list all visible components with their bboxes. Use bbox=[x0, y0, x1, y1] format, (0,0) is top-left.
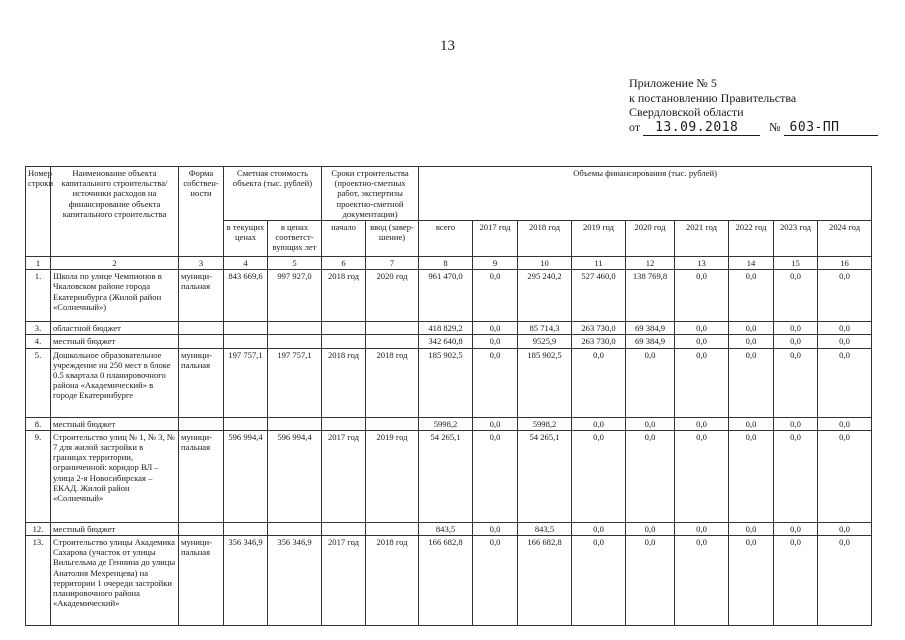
appendix-title: Приложение № 5 bbox=[629, 76, 717, 90]
object-name: местный бюджет bbox=[51, 335, 179, 348]
year-2022: 0,0 bbox=[729, 322, 774, 335]
table-row bbox=[26, 322, 872, 335]
end-year: 2020 год bbox=[366, 270, 419, 322]
header-funding: Объемы финансирования (тыс. рублей) bbox=[419, 167, 872, 221]
year-2021: 0,0 bbox=[675, 270, 729, 322]
year-2023: 0,0 bbox=[774, 322, 818, 335]
year-2022: 0,0 bbox=[729, 536, 774, 626]
cost-current bbox=[224, 335, 268, 348]
year-2021: 0,0 bbox=[675, 322, 729, 335]
column-number: 13 bbox=[675, 257, 729, 270]
object-name: местный бюджет bbox=[51, 417, 179, 430]
year-2023: 0,0 bbox=[774, 348, 818, 417]
cost-current bbox=[224, 322, 268, 335]
cost-relevant bbox=[268, 322, 322, 335]
year-2023: 0,0 bbox=[774, 522, 818, 535]
resolution-number: 603-ПП bbox=[784, 121, 878, 137]
appendix-subtitle: к постановлению Правительства bbox=[629, 90, 797, 105]
total: 961 470,0 bbox=[419, 270, 473, 322]
row-number: 12. bbox=[26, 522, 51, 535]
column-number: 2 bbox=[51, 257, 179, 270]
row-number: 13. bbox=[26, 536, 51, 626]
year-2019: 0,0 bbox=[572, 417, 626, 430]
year-2020: 0,0 bbox=[626, 430, 675, 522]
year-2018: 843,5 bbox=[518, 522, 572, 535]
header-year-2021: 2021 год bbox=[675, 221, 729, 257]
year-2019: 263 730,0 bbox=[572, 335, 626, 348]
year-2024: 0,0 bbox=[818, 270, 872, 322]
object-name: Школа по улице Чемпионов в Чкаловском районе города Екатеринбурга (Жилой район «Солнечный») bbox=[51, 270, 179, 322]
ownership: муници-пальная bbox=[179, 348, 224, 417]
column-number: 1 bbox=[26, 257, 51, 270]
cost-relevant: 997 927,0 bbox=[268, 270, 322, 322]
header-construction-period: Сроки строительства (проектно-сметных работ, экспертизы проектно-сметной документации) bbox=[322, 167, 419, 221]
object-name: областной бюджет bbox=[51, 322, 179, 335]
header-year-2024: 2024 год bbox=[818, 221, 872, 257]
end-year bbox=[366, 322, 419, 335]
year-2024: 0,0 bbox=[818, 536, 872, 626]
year-2017: 0,0 bbox=[473, 270, 518, 322]
cost-current: 197 757,1 bbox=[224, 348, 268, 417]
header-year-2017: 2017 год bbox=[473, 221, 518, 257]
column-number: 14 bbox=[729, 257, 774, 270]
year-2021: 0,0 bbox=[675, 536, 729, 626]
year-2019: 0,0 bbox=[572, 348, 626, 417]
year-2024: 0,0 bbox=[818, 322, 872, 335]
total: 54 265,1 bbox=[419, 430, 473, 522]
cost-relevant: 197 757,1 bbox=[268, 348, 322, 417]
start-year bbox=[322, 322, 366, 335]
header-year-2019: 2019 год bbox=[572, 221, 626, 257]
start-year bbox=[322, 417, 366, 430]
header-estimated-cost: Сметная стоимость объекта (тыс. рублей) bbox=[224, 167, 322, 221]
year-2018: 295 240,2 bbox=[518, 270, 572, 322]
start-year: 2017 год bbox=[322, 536, 366, 626]
row-number: 9. bbox=[26, 430, 51, 522]
start-year: 2017 год bbox=[322, 430, 366, 522]
row-number: 4. bbox=[26, 335, 51, 348]
ownership: муници-пальная bbox=[179, 430, 224, 522]
year-2021: 0,0 bbox=[675, 522, 729, 535]
end-year: 2018 год bbox=[366, 536, 419, 626]
start-year bbox=[322, 522, 366, 535]
year-2018: 54 265,1 bbox=[518, 430, 572, 522]
header-cost-relevant: в ценах соответст-вующих лет bbox=[268, 221, 322, 257]
total: 843,5 bbox=[419, 522, 473, 535]
year-2019: 263 730,0 bbox=[572, 322, 626, 335]
year-2017: 0,0 bbox=[473, 430, 518, 522]
ownership bbox=[179, 522, 224, 535]
total: 166 682,8 bbox=[419, 536, 473, 626]
year-2024: 0,0 bbox=[818, 430, 872, 522]
header-name: Наименование объекта капитального строительства/ источники расходов на финансирование объекта капитального строительства bbox=[51, 167, 179, 257]
start-year: 2018 год bbox=[322, 348, 366, 417]
page-number: 13 bbox=[440, 38, 455, 54]
row-number: 5. bbox=[26, 348, 51, 417]
year-2022: 0,0 bbox=[729, 522, 774, 535]
total: 342 640,8 bbox=[419, 335, 473, 348]
header-year-2022: 2022 год bbox=[729, 221, 774, 257]
column-number: 15 bbox=[774, 257, 818, 270]
year-2020: 0,0 bbox=[626, 417, 675, 430]
end-year: 2018 год bbox=[366, 348, 419, 417]
table-row bbox=[26, 522, 872, 535]
year-2019: 0,0 bbox=[572, 522, 626, 535]
year-2020: 0,0 bbox=[626, 522, 675, 535]
table-row bbox=[26, 335, 872, 348]
row-number: 8. bbox=[26, 417, 51, 430]
table-row bbox=[26, 417, 872, 430]
header-total: всего bbox=[419, 221, 473, 257]
cost-relevant bbox=[268, 335, 322, 348]
year-2019: 527 460,0 bbox=[572, 270, 626, 322]
year-2020: 69 384,9 bbox=[626, 335, 675, 348]
end-year bbox=[366, 335, 419, 348]
year-2020: 138 769,8 bbox=[626, 270, 675, 322]
ownership: муници-пальная bbox=[179, 270, 224, 322]
resolution-date: 13.09.2018 bbox=[643, 121, 760, 137]
column-number: 3 bbox=[179, 257, 224, 270]
year-2017: 0,0 bbox=[473, 536, 518, 626]
cost-relevant: 356 346,9 bbox=[268, 536, 322, 626]
cost-relevant: 596 994,4 bbox=[268, 430, 322, 522]
row-number: 3. bbox=[26, 322, 51, 335]
table-row bbox=[26, 430, 872, 522]
column-number-row bbox=[26, 257, 872, 270]
year-2024: 0,0 bbox=[818, 335, 872, 348]
object-name: Строительство улиц № 1, № 3, № 7 для жилой застройки в границах территории, ограниченной: коридор ВЛ – улица 2-я Новосибирская – ЕКАД. Жилой район «Солнечный» bbox=[51, 430, 179, 522]
appendix-region: Свердловской области bbox=[629, 105, 744, 119]
year-2018: 9525,9 bbox=[518, 335, 572, 348]
column-number: 9 bbox=[473, 257, 518, 270]
appendix-date-line bbox=[629, 120, 878, 137]
year-2020: 0,0 bbox=[626, 536, 675, 626]
column-number: 7 bbox=[366, 257, 419, 270]
row-number: 1. bbox=[26, 270, 51, 322]
year-2023: 0,0 bbox=[774, 536, 818, 626]
cost-current bbox=[224, 522, 268, 535]
object-name: Дошкольное образовательное учреждение на 250 мест в блоке 0.5 квартала 0 планировочного района «Академический» в городе Екатеринбурге bbox=[51, 348, 179, 417]
year-2017: 0,0 bbox=[473, 335, 518, 348]
total: 185 902,5 bbox=[419, 348, 473, 417]
column-number: 4 bbox=[224, 257, 268, 270]
year-2023: 0,0 bbox=[774, 430, 818, 522]
year-2022: 0,0 bbox=[729, 430, 774, 522]
header-end: ввод (завер-шение) bbox=[366, 221, 419, 257]
financing-table bbox=[25, 166, 872, 626]
object-name: Строительство улицы Академика Сахарова (участок от улицы Вильгельма де Геннина до улицы Анатолия Мехренцева) на территории 1 очереди застройки планировочного района «Академический» bbox=[51, 536, 179, 626]
year-2024: 0,0 bbox=[818, 522, 872, 535]
year-2023: 0,0 bbox=[774, 335, 818, 348]
cost-current: 596 994,4 bbox=[224, 430, 268, 522]
year-2021: 0,0 bbox=[675, 335, 729, 348]
header-year-2020: 2020 год bbox=[626, 221, 675, 257]
column-number: 8 bbox=[419, 257, 473, 270]
header-ownership: Форма собствен-ности bbox=[179, 167, 224, 257]
start-year: 2018 год bbox=[322, 270, 366, 322]
column-number: 5 bbox=[268, 257, 322, 270]
end-year bbox=[366, 522, 419, 535]
year-2021: 0,0 bbox=[675, 348, 729, 417]
header-year-2023: 2023 год bbox=[774, 221, 818, 257]
header-row-1 bbox=[26, 167, 872, 221]
header-year-2018: 2018 год bbox=[518, 221, 572, 257]
year-2018: 185 902,5 bbox=[518, 348, 572, 417]
year-2018: 166 682,8 bbox=[518, 536, 572, 626]
column-number: 11 bbox=[572, 257, 626, 270]
year-2021: 0,0 bbox=[675, 430, 729, 522]
number-prefix: № bbox=[769, 119, 781, 134]
ownership bbox=[179, 417, 224, 430]
column-number: 16 bbox=[818, 257, 872, 270]
table-row bbox=[26, 270, 872, 322]
year-2020: 0,0 bbox=[626, 348, 675, 417]
year-2022: 0,0 bbox=[729, 348, 774, 417]
table-row bbox=[26, 536, 872, 626]
year-2017: 0,0 bbox=[473, 322, 518, 335]
year-2018: 5998,2 bbox=[518, 417, 572, 430]
column-number: 6 bbox=[322, 257, 366, 270]
year-2020: 69 384,9 bbox=[626, 322, 675, 335]
start-year bbox=[322, 335, 366, 348]
year-2023: 0,0 bbox=[774, 270, 818, 322]
cost-current: 843 669,6 bbox=[224, 270, 268, 322]
year-2017: 0,0 bbox=[473, 348, 518, 417]
cost-relevant bbox=[268, 522, 322, 535]
header-start: начало bbox=[322, 221, 366, 257]
end-year bbox=[366, 417, 419, 430]
header-row-no: Номер строки bbox=[26, 167, 51, 257]
total: 5998,2 bbox=[419, 417, 473, 430]
year-2022: 0,0 bbox=[729, 417, 774, 430]
year-2019: 0,0 bbox=[572, 536, 626, 626]
ownership bbox=[179, 322, 224, 335]
year-2021: 0,0 bbox=[675, 417, 729, 430]
year-2024: 0,0 bbox=[818, 417, 872, 430]
header-cost-current: в текущих ценах bbox=[224, 221, 268, 257]
end-year: 2019 год bbox=[366, 430, 419, 522]
ownership: муници-пальная bbox=[179, 536, 224, 626]
year-2022: 0,0 bbox=[729, 270, 774, 322]
year-2019: 0,0 bbox=[572, 430, 626, 522]
year-2023: 0,0 bbox=[774, 417, 818, 430]
appendix-block bbox=[629, 76, 878, 136]
date-prefix: от bbox=[629, 119, 641, 134]
cost-current: 356 346,9 bbox=[224, 536, 268, 626]
year-2022: 0,0 bbox=[729, 335, 774, 348]
column-number: 12 bbox=[626, 257, 675, 270]
table-row bbox=[26, 348, 872, 417]
cost-relevant bbox=[268, 417, 322, 430]
column-number: 10 bbox=[518, 257, 572, 270]
year-2018: 85 714,3 bbox=[518, 322, 572, 335]
cost-current bbox=[224, 417, 268, 430]
ownership bbox=[179, 335, 224, 348]
year-2017: 0,0 bbox=[473, 417, 518, 430]
year-2017: 0,0 bbox=[473, 522, 518, 535]
object-name: местный бюджет bbox=[51, 522, 179, 535]
total: 418 829,2 bbox=[419, 322, 473, 335]
year-2024: 0,0 bbox=[818, 348, 872, 417]
